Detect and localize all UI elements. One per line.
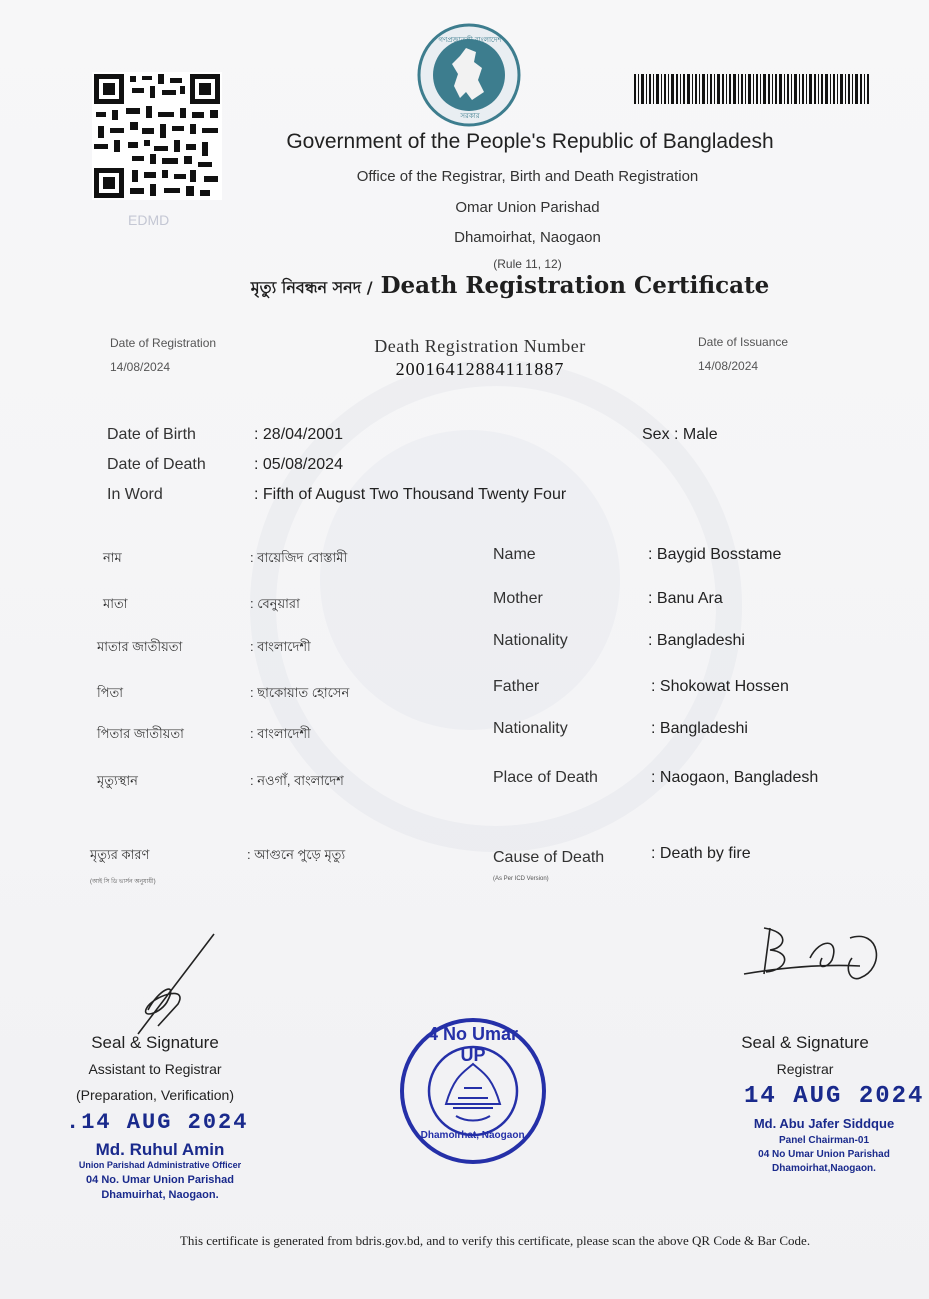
right-officer-line1: Panel Chairman-01 bbox=[778, 1135, 870, 1146]
place-of-death-value: : Naogaon, Bangladesh bbox=[651, 769, 819, 786]
sex-value: Sex : Male bbox=[642, 426, 718, 443]
father-label: Father bbox=[493, 678, 540, 695]
dod-label: Date of Death bbox=[107, 456, 206, 473]
left-officer-line3: Dhamuirhat, Naogaon. bbox=[101, 1189, 219, 1201]
rule-reference: (Rule 11, 12) bbox=[493, 257, 562, 271]
dod-value: : 05/08/2024 bbox=[254, 456, 343, 473]
left-stamp-date: .14 AUG 2024 bbox=[66, 1110, 249, 1135]
union-name: Omar Union Parishad bbox=[455, 199, 600, 216]
bn-mother-label: মাতা bbox=[103, 596, 128, 611]
father-nationality-value: : Bangladeshi bbox=[651, 720, 748, 737]
bn-cause-value: : আগুনে পুড়ে মৃত্যু bbox=[247, 847, 346, 862]
left-officer-line2: 04 No. Umar Union Parishad bbox=[86, 1174, 234, 1186]
left-officer-line1: Union Parishad Administrative Officer bbox=[78, 1160, 242, 1170]
left-seal-signature-title: Seal & Signature bbox=[91, 1033, 219, 1052]
right-officer-line3: Dhamoirhat,Naogaon. bbox=[772, 1163, 876, 1174]
date-of-issuance-label: Date of Issuance bbox=[698, 335, 789, 349]
in-word-label: In Word bbox=[107, 486, 163, 503]
date-of-registration-label: Date of Registration bbox=[110, 336, 217, 350]
emblem-text-bottom: সরকার bbox=[460, 113, 480, 120]
left-officer-name: Md. Ruhul Amin bbox=[95, 1140, 225, 1159]
footer-note: This certificate is generated from bdris.gov.bd, and to verify this certificate, please scan the above QR Code & Bar Code. bbox=[179, 1233, 811, 1248]
location: Dhamoirhat, Naogaon bbox=[454, 229, 601, 246]
name-value: : Baygid Bosstame bbox=[648, 546, 782, 563]
left-signature-role: Assistant to Registrar bbox=[88, 1061, 222, 1077]
right-officer-name: Md. Abu Jafer Siddque bbox=[753, 1116, 895, 1131]
mother-nationality-value: : Bangladeshi bbox=[648, 632, 745, 649]
office-name: Office of the Registrar, Birth and Death Registration bbox=[356, 168, 699, 185]
certificate-title bbox=[0, 272, 929, 302]
certificate-title-bn: মৃত্যু নিবন্ধন সনদ / bbox=[250, 278, 373, 297]
government-title: Government of the People's Republic of Bangladesh bbox=[286, 130, 774, 153]
bn-father-nationality-label: পিতার জাতীয়তা bbox=[97, 726, 184, 741]
mother-value: : Banu Ara bbox=[648, 590, 723, 607]
registration-number-value: 20016412884111887 bbox=[395, 359, 565, 379]
cause-value: : Death by fire bbox=[651, 845, 751, 862]
registrar-signature bbox=[740, 918, 890, 1008]
dob-label: Date of Birth bbox=[107, 426, 196, 443]
bn-name-label: নাম bbox=[103, 550, 122, 565]
cause-note: (As Per ICD Version) bbox=[493, 876, 549, 882]
in-word-value: : Fifth of August Two Thousand Twenty Four bbox=[254, 486, 567, 503]
right-signature-role: Registrar bbox=[776, 1061, 834, 1077]
father-nationality-label: Nationality bbox=[493, 720, 568, 737]
place-of-death-label: Place of Death bbox=[493, 769, 598, 786]
assistant-signature bbox=[118, 930, 228, 1040]
left-signature-role2: (Preparation, Verification) bbox=[76, 1087, 234, 1103]
bn-cause-label: মৃত্যুর কারণ bbox=[90, 847, 150, 862]
bn-father-label: পিতা bbox=[97, 685, 124, 700]
mother-nationality-label: Nationality bbox=[493, 632, 568, 649]
bn-place-of-death-label: মৃত্যুস্থান bbox=[97, 773, 138, 788]
mother-label: Mother bbox=[493, 590, 543, 607]
right-officer-line2: 04 No Umar Union Parishad bbox=[758, 1149, 890, 1160]
qr-caption: EDMD bbox=[128, 212, 170, 228]
name-label: Name bbox=[493, 546, 536, 563]
dob-value: : 28/04/2001 bbox=[254, 426, 343, 443]
emblem-text-top: গণপ্রজাতন্ত্রী বাংলাদেশ bbox=[438, 37, 502, 44]
bn-place-of-death-value: : নওগাঁ, বাংলাদেশ bbox=[250, 773, 344, 788]
bn-father-nationality-value: : বাংলাদেশী bbox=[250, 726, 311, 741]
bn-cause-note: (আই সি ডি ভার্সন অনুযায়ী) bbox=[90, 879, 156, 885]
date-of-registration-value: 14/08/2024 bbox=[110, 360, 171, 374]
bn-father-value: : ছাকোয়াত হোসেন bbox=[250, 685, 350, 700]
registration-number-label: Death Registration Number bbox=[374, 336, 586, 356]
bn-mother-nationality-value: : বাংলাদেশী bbox=[250, 639, 311, 654]
seal-bottom-text: Dhamoirhat, Naogaon. bbox=[420, 1130, 528, 1141]
father-value: : Shokowat Hossen bbox=[651, 678, 789, 695]
right-stamp-date: 14 AUG 2024 bbox=[744, 1083, 925, 1110]
background-watermark-center bbox=[320, 430, 620, 730]
seal-top-text: 4 No Umar UP bbox=[427, 1024, 519, 1065]
date-of-issuance-value: 14/08/2024 bbox=[698, 359, 759, 373]
certificate-title-en: Death Registration Certificate bbox=[380, 272, 770, 299]
bn-mother-nationality-label: মাতার জাতীয়তা bbox=[97, 639, 183, 654]
bn-mother-value: : বেনুয়ারা bbox=[250, 596, 300, 611]
right-seal-signature-title: Seal & Signature bbox=[741, 1033, 869, 1052]
cause-label: Cause of Death bbox=[493, 849, 605, 866]
bn-name-value: : বায়েজিদ বোস্তামী bbox=[250, 550, 348, 565]
barcode bbox=[634, 74, 870, 104]
